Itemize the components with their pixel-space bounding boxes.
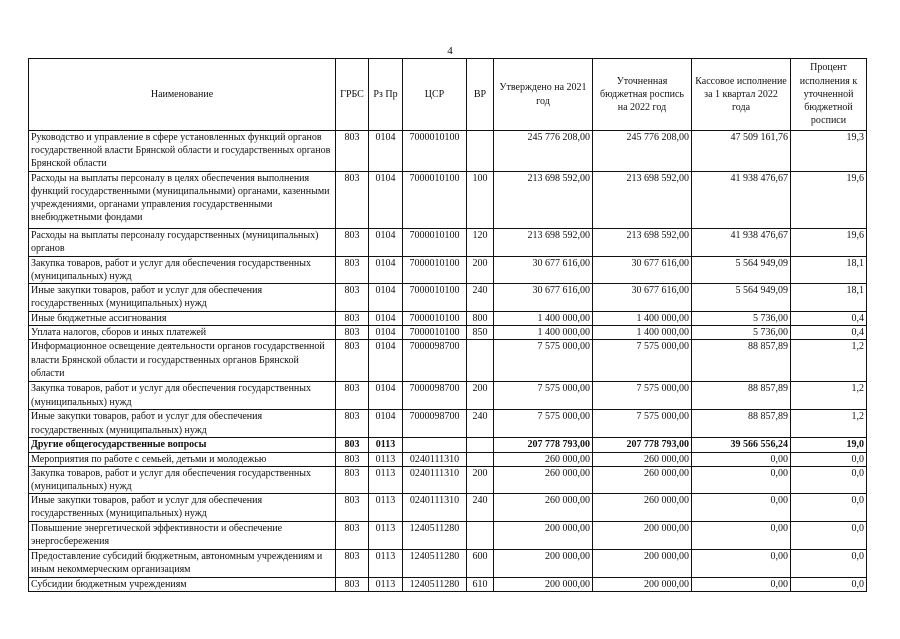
cell-name: Повышение энергетической эффективности и обеспечение энергосбережения — [29, 522, 336, 550]
cell-name: Субсидии бюджетным учреждениям — [29, 578, 336, 592]
cell-percent: 0,4 — [791, 326, 867, 340]
cell-specified: 213 698 592,00 — [593, 171, 692, 228]
table-row — [29, 452, 867, 466]
cell-specified: 200 000,00 — [593, 522, 692, 550]
cell-vr: 240 — [467, 494, 494, 522]
cell-cash: 0,00 — [692, 550, 791, 578]
cell-name: Иные закупки товаров, работ и услуг для обеспечения государственных (муниципальных) нужд — [29, 494, 336, 522]
header-cash: Кассовое исполнение за 1 квартал 2022 года — [692, 59, 791, 131]
header-rz-pr: Рз Пр — [369, 59, 403, 131]
cell-grbs: 803 — [336, 340, 369, 382]
cell-rz-pr: 0104 — [369, 228, 403, 256]
cell-percent: 19,3 — [791, 131, 867, 172]
cell-specified: 245 776 208,00 — [593, 131, 692, 172]
table-row — [29, 410, 867, 438]
cell-percent: 18,1 — [791, 284, 867, 312]
cell-cash: 88 857,89 — [692, 340, 791, 382]
cell-grbs: 803 — [336, 438, 369, 452]
cell-specified: 7 575 000,00 — [593, 410, 692, 438]
table-body — [29, 131, 867, 592]
cell-vr — [467, 340, 494, 382]
cell-rz-pr: 0104 — [369, 312, 403, 326]
cell-approved: 213 698 592,00 — [494, 228, 593, 256]
cell-rz-pr: 0104 — [369, 131, 403, 172]
cell-rz-pr: 0113 — [369, 466, 403, 493]
cell-cash: 41 938 476,67 — [692, 228, 791, 256]
cell-csr: 7000098700 — [403, 410, 467, 438]
table-row — [29, 256, 867, 283]
cell-vr: 850 — [467, 326, 494, 340]
cell-name: Руководство и управление в сфере установленных функций органов государственной власти Брянской области и государственных органов Брянской области — [29, 131, 336, 172]
cell-rz-pr: 0104 — [369, 284, 403, 312]
table-row — [29, 550, 867, 578]
cell-cash: 88 857,89 — [692, 382, 791, 410]
cell-specified: 1 400 000,00 — [593, 326, 692, 340]
cell-csr: 7000010100 — [403, 312, 467, 326]
cell-percent: 1,2 — [791, 410, 867, 438]
cell-approved: 245 776 208,00 — [494, 131, 593, 172]
cell-specified: 260 000,00 — [593, 452, 692, 466]
cell-name: Иные бюджетные ассигнования — [29, 312, 336, 326]
cell-cash: 0,00 — [692, 578, 791, 592]
cell-vr: 240 — [467, 410, 494, 438]
cell-approved: 7 575 000,00 — [494, 382, 593, 410]
cell-csr: 7000098700 — [403, 382, 467, 410]
cell-vr — [467, 452, 494, 466]
cell-csr: 7000010100 — [403, 326, 467, 340]
cell-grbs: 803 — [336, 228, 369, 256]
table-header-row — [29, 59, 867, 131]
cell-grbs: 803 — [336, 284, 369, 312]
cell-cash: 5 564 949,09 — [692, 256, 791, 283]
header-specified: Уточненная бюджетная роспись на 2022 год — [593, 59, 692, 131]
cell-grbs: 803 — [336, 131, 369, 172]
cell-csr: 7000010100 — [403, 131, 467, 172]
cell-specified: 260 000,00 — [593, 466, 692, 493]
header-grbs: ГРБС — [336, 59, 369, 131]
cell-percent: 0,0 — [791, 466, 867, 493]
cell-specified: 260 000,00 — [593, 494, 692, 522]
cell-cash: 47 509 161,76 — [692, 131, 791, 172]
cell-cash: 0,00 — [692, 466, 791, 493]
cell-approved: 30 677 616,00 — [494, 256, 593, 283]
cell-name: Предоставление субсидий бюджетным, автономным учреждениям и иным некоммерческим организациям — [29, 550, 336, 578]
cell-rz-pr: 0113 — [369, 578, 403, 592]
cell-name: Расходы на выплаты персоналу государственных (муниципальных) органов — [29, 228, 336, 256]
cell-rz-pr: 0113 — [369, 522, 403, 550]
cell-name: Иные закупки товаров, работ и услуг для обеспечения государственных (муниципальных) нужд — [29, 284, 336, 312]
table-row — [29, 578, 867, 592]
cell-specified: 200 000,00 — [593, 550, 692, 578]
cell-vr: 100 — [467, 171, 494, 228]
cell-rz-pr: 0104 — [369, 326, 403, 340]
table-row — [29, 326, 867, 340]
table-row — [29, 382, 867, 410]
cell-approved: 260 000,00 — [494, 452, 593, 466]
cell-name: Информационное освещение деятельности органов государственной власти Брянской области и государственных органов Брянской области — [29, 340, 336, 382]
header-name: Наименование — [29, 59, 336, 131]
cell-grbs: 803 — [336, 312, 369, 326]
cell-vr — [467, 131, 494, 172]
cell-vr — [467, 522, 494, 550]
cell-percent: 19,6 — [791, 171, 867, 228]
cell-percent: 0,0 — [791, 452, 867, 466]
cell-name: Иные закупки товаров, работ и услуг для обеспечения государственных (муниципальных) нужд — [29, 410, 336, 438]
header-percent: Процент исполнения к уточненной бюджетной росписи — [791, 59, 867, 131]
cell-rz-pr: 0104 — [369, 340, 403, 382]
cell-csr: 0240111310 — [403, 494, 467, 522]
cell-percent: 19,0 — [791, 438, 867, 452]
table-row — [29, 494, 867, 522]
cell-approved: 1 400 000,00 — [494, 326, 593, 340]
cell-name: Мероприятия по работе с семьей, детьми и молодежью — [29, 452, 336, 466]
cell-specified: 207 778 793,00 — [593, 438, 692, 452]
table-row — [29, 522, 867, 550]
cell-grbs: 803 — [336, 466, 369, 493]
cell-grbs: 803 — [336, 326, 369, 340]
cell-percent: 0,0 — [791, 578, 867, 592]
cell-percent: 18,1 — [791, 256, 867, 283]
table-row — [29, 131, 867, 172]
cell-approved: 207 778 793,00 — [494, 438, 593, 452]
cell-grbs: 803 — [336, 452, 369, 466]
cell-approved: 1 400 000,00 — [494, 312, 593, 326]
cell-csr: 1240511280 — [403, 550, 467, 578]
table-row — [29, 312, 867, 326]
cell-percent: 0,0 — [791, 550, 867, 578]
header-vr: ВР — [467, 59, 494, 131]
cell-specified: 30 677 616,00 — [593, 256, 692, 283]
cell-cash: 5 736,00 — [692, 312, 791, 326]
cell-rz-pr: 0113 — [369, 452, 403, 466]
cell-approved: 200 000,00 — [494, 550, 593, 578]
cell-percent: 19,6 — [791, 228, 867, 256]
cell-specified: 1 400 000,00 — [593, 312, 692, 326]
cell-grbs: 803 — [336, 256, 369, 283]
cell-name: Уплата налогов, сборов и иных платежей — [29, 326, 336, 340]
cell-approved: 260 000,00 — [494, 466, 593, 493]
cell-percent: 0,0 — [791, 494, 867, 522]
cell-vr: 200 — [467, 466, 494, 493]
cell-name: Закупка товаров, работ и услуг для обеспечения государственных (муниципальных) нужд — [29, 466, 336, 493]
cell-percent: 1,2 — [791, 382, 867, 410]
cell-csr: 7000010100 — [403, 228, 467, 256]
cell-grbs: 803 — [336, 410, 369, 438]
cell-grbs: 803 — [336, 550, 369, 578]
page-number: 4 — [447, 45, 453, 57]
cell-cash: 0,00 — [692, 452, 791, 466]
budget-execution-table — [28, 58, 867, 592]
cell-cash: 0,00 — [692, 494, 791, 522]
table-row — [29, 228, 867, 256]
header-csr: ЦСР — [403, 59, 467, 131]
cell-cash: 41 938 476,67 — [692, 171, 791, 228]
cell-grbs: 803 — [336, 522, 369, 550]
cell-approved: 7 575 000,00 — [494, 340, 593, 382]
cell-cash: 39 566 556,24 — [692, 438, 791, 452]
cell-rz-pr: 0113 — [369, 550, 403, 578]
cell-specified: 200 000,00 — [593, 578, 692, 592]
table-row — [29, 284, 867, 312]
cell-cash: 5 736,00 — [692, 326, 791, 340]
cell-rz-pr: 0104 — [369, 382, 403, 410]
cell-name: Закупка товаров, работ и услуг для обеспечения государственных (муниципальных) нужд — [29, 256, 336, 283]
cell-vr: 120 — [467, 228, 494, 256]
cell-approved: 30 677 616,00 — [494, 284, 593, 312]
cell-csr: 1240511280 — [403, 578, 467, 592]
cell-rz-pr: 0104 — [369, 256, 403, 283]
cell-specified: 30 677 616,00 — [593, 284, 692, 312]
cell-csr — [403, 438, 467, 452]
cell-cash: 88 857,89 — [692, 410, 791, 438]
cell-name: Расходы на выплаты персоналу в целях обеспечения выполнения функций государственными (муниципальными) органами, казенными учреждениями, органами управления государственными внебюджетными фондами — [29, 171, 336, 228]
cell-percent: 0,0 — [791, 522, 867, 550]
cell-csr: 7000098700 — [403, 340, 467, 382]
cell-vr: 200 — [467, 256, 494, 283]
cell-name: Другие общегосударственные вопросы — [29, 438, 336, 452]
cell-vr: 240 — [467, 284, 494, 312]
cell-grbs: 803 — [336, 171, 369, 228]
header-approved: Утверждено на 2021 год — [494, 59, 593, 131]
cell-specified: 213 698 592,00 — [593, 228, 692, 256]
table-row — [29, 466, 867, 493]
cell-csr: 7000010100 — [403, 256, 467, 283]
cell-csr: 7000010100 — [403, 171, 467, 228]
cell-percent: 0,4 — [791, 312, 867, 326]
cell-rz-pr: 0104 — [369, 410, 403, 438]
cell-percent: 1,2 — [791, 340, 867, 382]
cell-approved: 200 000,00 — [494, 578, 593, 592]
cell-approved: 213 698 592,00 — [494, 171, 593, 228]
cell-cash: 5 564 949,09 — [692, 284, 791, 312]
cell-vr: 600 — [467, 550, 494, 578]
cell-vr — [467, 438, 494, 452]
cell-csr: 0240111310 — [403, 466, 467, 493]
cell-grbs: 803 — [336, 578, 369, 592]
cell-cash: 0,00 — [692, 522, 791, 550]
cell-approved: 7 575 000,00 — [494, 410, 593, 438]
cell-approved: 260 000,00 — [494, 494, 593, 522]
cell-csr: 1240511280 — [403, 522, 467, 550]
cell-vr: 800 — [467, 312, 494, 326]
cell-approved: 200 000,00 — [494, 522, 593, 550]
cell-csr: 7000010100 — [403, 284, 467, 312]
cell-rz-pr: 0113 — [369, 438, 403, 452]
cell-rz-pr: 0104 — [369, 171, 403, 228]
cell-rz-pr: 0113 — [369, 494, 403, 522]
table-row — [29, 438, 867, 452]
table-row — [29, 171, 867, 228]
cell-specified: 7 575 000,00 — [593, 382, 692, 410]
cell-vr: 610 — [467, 578, 494, 592]
cell-grbs: 803 — [336, 382, 369, 410]
cell-name: Закупка товаров, работ и услуг для обеспечения государственных (муниципальных) нужд — [29, 382, 336, 410]
cell-vr: 200 — [467, 382, 494, 410]
cell-specified: 7 575 000,00 — [593, 340, 692, 382]
table-row — [29, 340, 867, 382]
cell-csr: 0240111310 — [403, 452, 467, 466]
cell-grbs: 803 — [336, 494, 369, 522]
